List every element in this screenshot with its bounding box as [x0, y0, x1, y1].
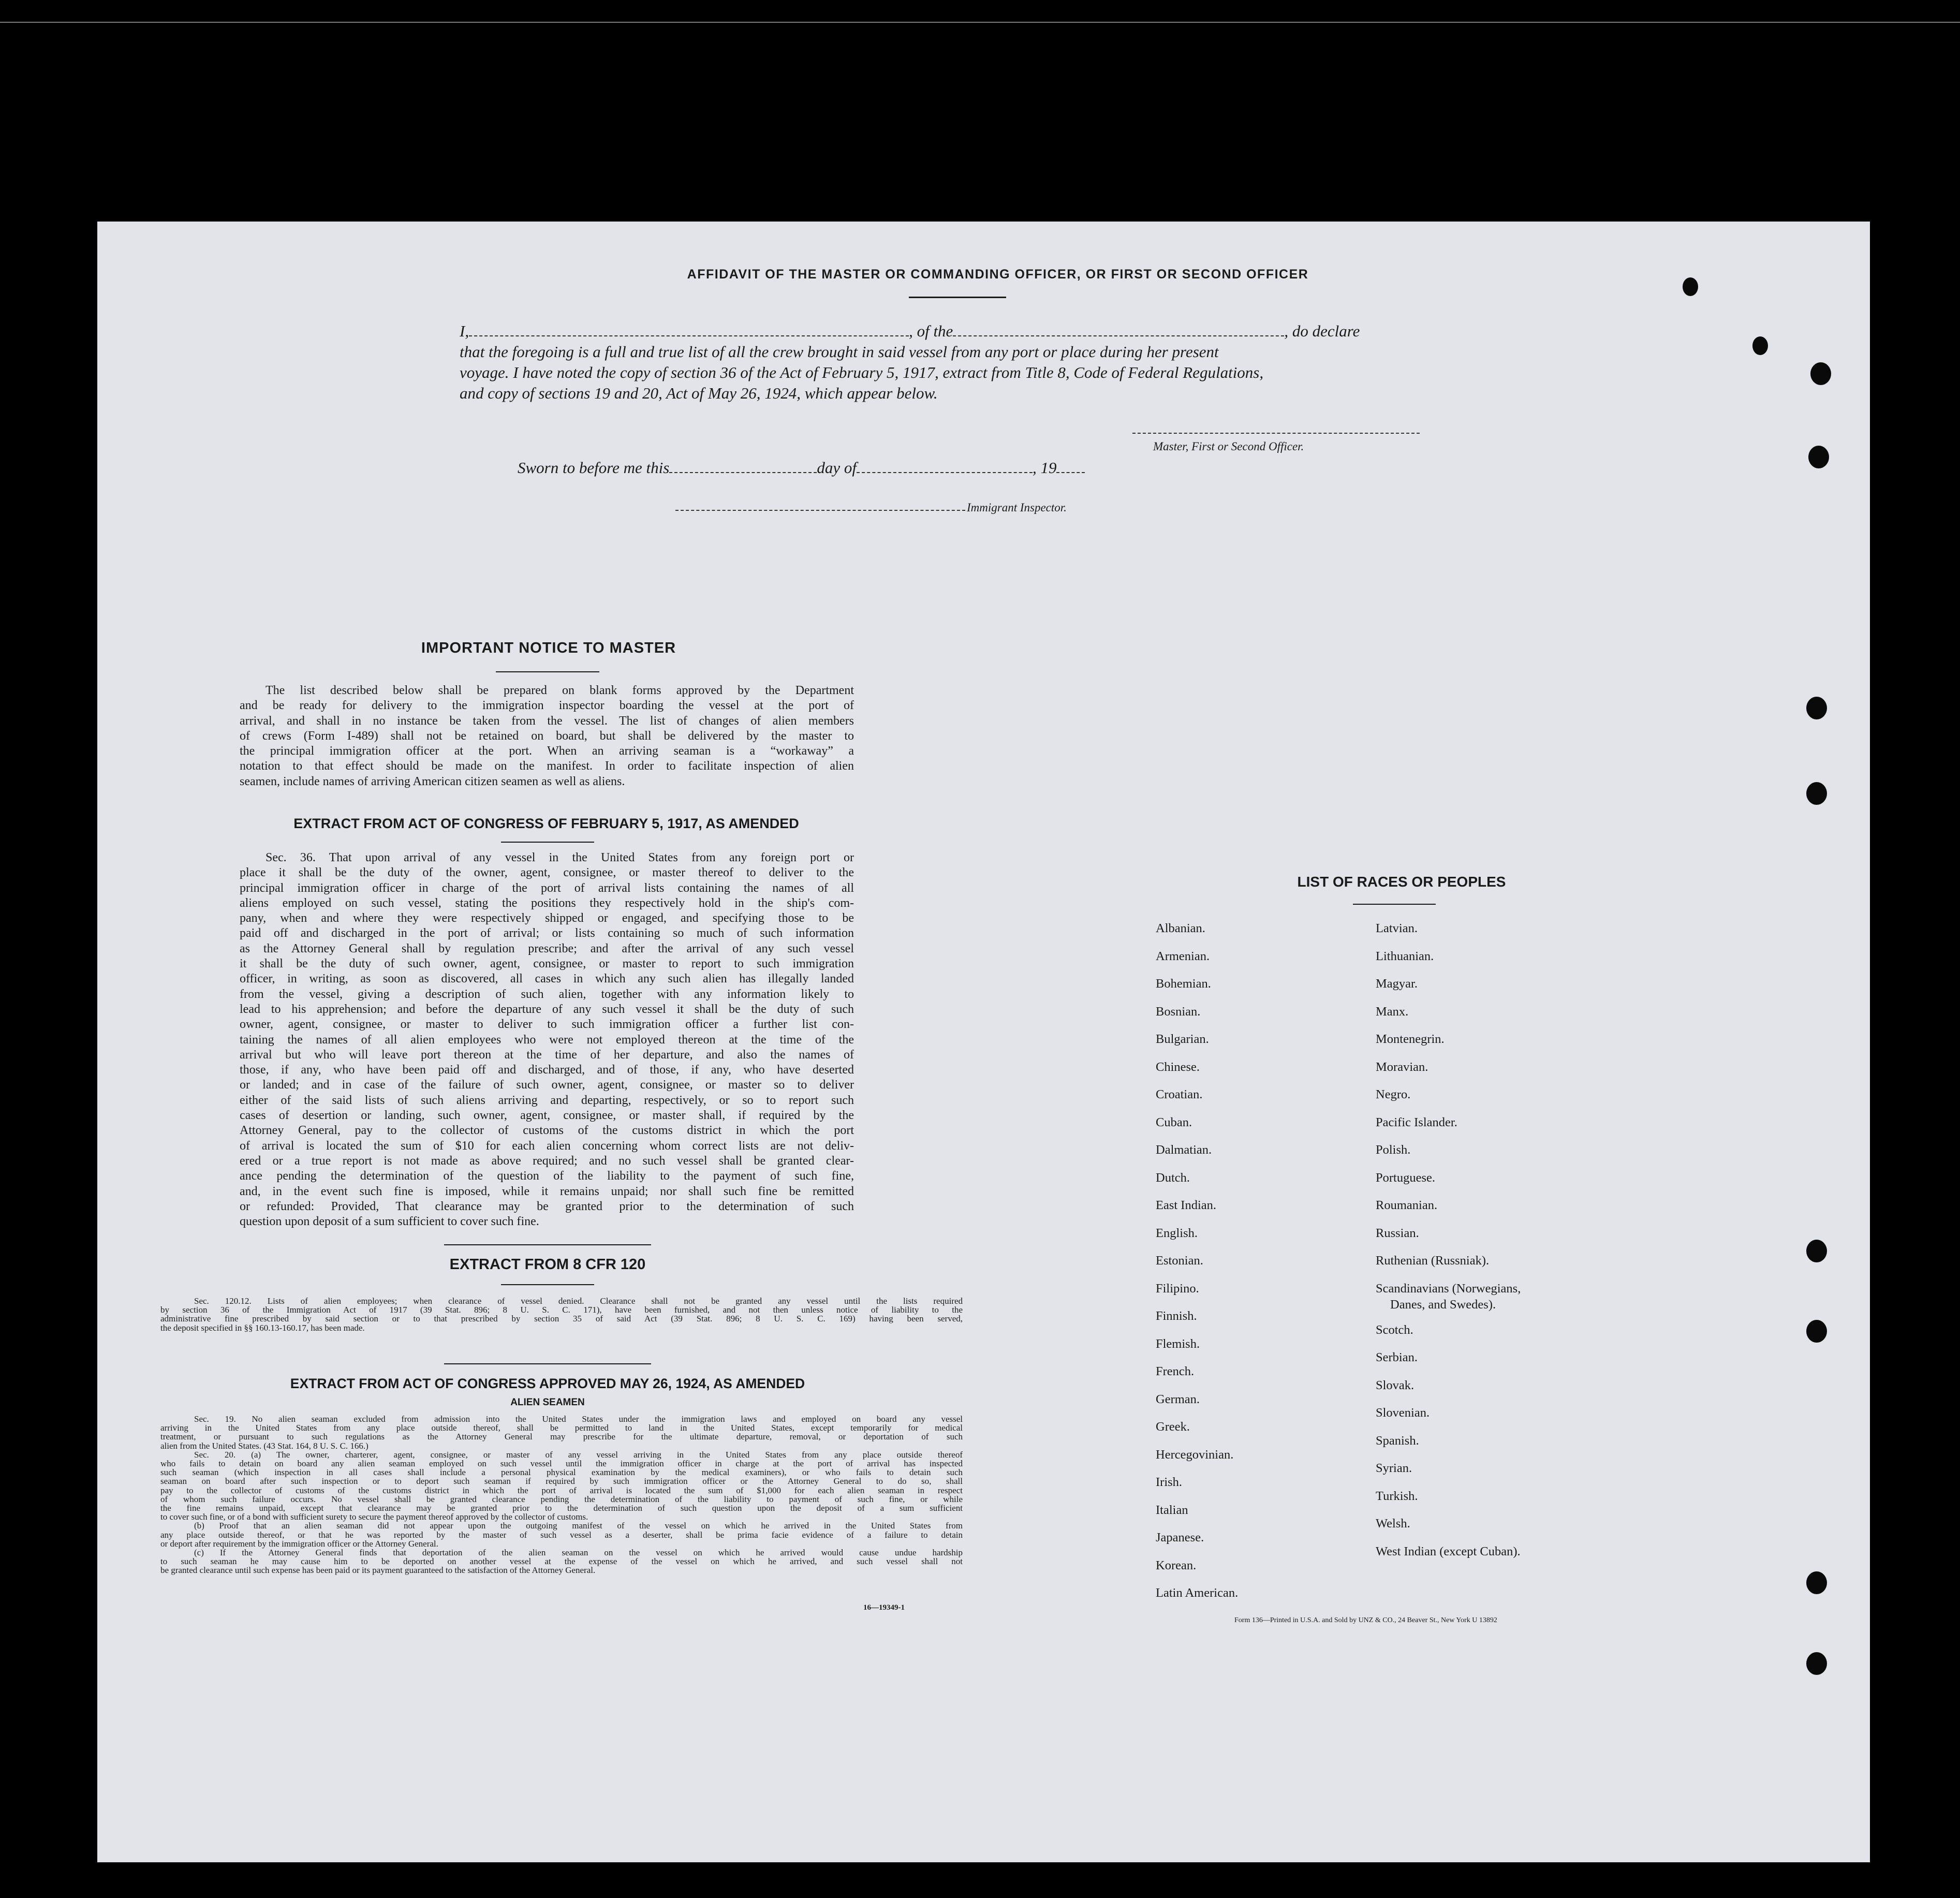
extract-1917-line: or refunded: Provided, That clearance may be granted prior to the determination of such [240, 1199, 854, 1213]
notice-line: and be ready for delivery to the immigration inspector boarding the vessel at the port of [240, 699, 854, 713]
extract-1924-line: seaman on board after such inspection or to deport such seaman if required by such immigration officer or the Attorney General to do so, shall [160, 1476, 963, 1487]
race-item: Roumanian. [1376, 1198, 1438, 1212]
extract-1917-line: principal immigration officer in charge of the port of arrival lists containing the names of all [240, 881, 854, 895]
race-item: Bosnian. [1156, 1004, 1201, 1019]
race-item: Moravian. [1376, 1060, 1428, 1074]
punch-hole [1808, 446, 1829, 468]
punch-hole [1806, 1320, 1827, 1343]
race-item: French. [1156, 1364, 1195, 1378]
notice-line: notation to that effect should be made on the manifest. In order to facilitate inspection of alien [240, 759, 854, 773]
notice-rule [496, 671, 599, 672]
extract-1917-line: those, if any, who have been paid off and discharged, and of those, if any, who have deserted [240, 1063, 854, 1077]
declaration-line-3: voyage. I have noted the copy of section 36 of the Act of February 5, 1917, extract from Title 8, Code of Federal Regulations, [460, 363, 1264, 381]
sworn-line [518, 459, 1085, 477]
extract-1917-line: or landed; and in case of the failure of such owner, agent, consignee, or master so to deliver [240, 1078, 854, 1092]
race-item: Manx. [1376, 1004, 1409, 1019]
extract-cfr-line: Sec. 120.12. Lists of alien employees; when clearance of vessel denied. Clearance shall not be granted any vessel until the lists required [194, 1296, 963, 1306]
extract-1924-line: Sec. 20. (a) The owner, charterer, agent, consignee, or master of any vessel arriving in the United States from any place outside thereof [194, 1449, 963, 1460]
extract-1917-line: and, in the event such fine is imposed, while it remains unpaid; nor shall such fine be remitted [240, 1184, 854, 1198]
declaration-of-the: , of the [909, 322, 953, 340]
race-item: Croatian. [1156, 1087, 1203, 1101]
extract-1917-line: lead to his apprehension; and before the departure of any such vessel it shall be the duty of such [240, 1002, 854, 1016]
races-title: LIST OF RACES OR PEOPLES [1297, 874, 1506, 890]
declaration-line-2: that the foregoing is a full and true list of all the crew brought in said vessel from any port or place during her present [460, 343, 1219, 361]
extract-1924-line: of whom such failure occurs. No vessel shall be granted clearance pending the determination of the liability to payment of such fine, or while [160, 1494, 963, 1504]
notice-line: arrival, and shall in no instance be taken from the vessel. The list of changes of alien members [240, 714, 854, 728]
affidavit-title: AFFIDAVIT OF THE MASTER OR COMMANDING OFFICER, OR FIRST OR SECOND OFFICER [687, 267, 1309, 282]
punch-hole [1806, 697, 1827, 719]
extract-1924-line: the fine remains unpaid, except that clearance may be granted prior to the determination of such question upon the deposit of a sum sufficient [160, 1503, 963, 1513]
race-item: Finnish. [1156, 1309, 1197, 1323]
race-item: Polish. [1376, 1143, 1411, 1157]
scan-edge-line [0, 22, 1960, 23]
races-column-2 [1376, 915, 1521, 1565]
extract-1917-line: ered or a true report is not made as above required; and no such vessel shall be granted clear- [240, 1154, 854, 1168]
extract-1917-line: taining the names of all alien employees who were not employed thereon at the time of the [240, 1033, 854, 1047]
extract-1917-line: from the vessel, giving a description of such alien, together with any information likely to [240, 987, 854, 1001]
race-item: Russian. [1376, 1226, 1419, 1240]
extract-1917-line: owner, agent, consignee, or master to deliver to such immigration officer a further list con- [240, 1018, 854, 1032]
race-item: Flemish. [1156, 1336, 1200, 1351]
race-item: Dalmatian. [1156, 1143, 1212, 1157]
extract-1917-line: Sec. 36. That upon arrival of any vessel in the United States from any foreign port or [266, 851, 854, 864]
race-item: Cuban. [1156, 1115, 1192, 1129]
extract-1924-title: EXTRACT FROM ACT OF CONGRESS APPROVED MAY 26, 1924, AS AMENDED [290, 1376, 805, 1391]
extract-1924-line: Sec. 19. No alien seaman excluded from admission into the United States under the immigration laws and employed on board any vessel [194, 1414, 963, 1424]
race-item: Spanish. [1376, 1433, 1419, 1448]
race-item: Danes, and Swedes). [1390, 1297, 1496, 1312]
race-item: Montenegrin. [1376, 1032, 1445, 1046]
sworn-month-blank[interactable] [857, 472, 1033, 473]
notice-line: seamen, include names of arriving American citizen seamen as well as aliens. [240, 774, 625, 788]
extract-1917-text [240, 850, 854, 1229]
races-column-1 [1156, 915, 1238, 1607]
declaration-line-1 [460, 321, 1546, 342]
extract-cfr-line: administrative fine prescribed by said section or to that prescribed by section 35 of said Act (39 Stat. 896; 8 U. S. C. 169) having been served, [160, 1314, 963, 1324]
extract-1917-line: place it shall be the duty of the owner, agent, consignee, or master thereof to deliver to the [240, 866, 854, 880]
race-item: Pacific Islander. [1376, 1115, 1457, 1129]
race-item: Irish. [1156, 1475, 1183, 1489]
punch-hole [1806, 1571, 1827, 1594]
extract-1924-line: arriving in the United States from any place outside thereof, shall be permitted to land in the United States, except temporarily for medical [160, 1423, 963, 1433]
extract-1924-line: to cover such fine, or of a bond with sufficient surety to secure the payment thereof approved by the collector of customs. [160, 1512, 588, 1522]
race-item: Hercegovinian. [1156, 1447, 1234, 1462]
notice-title: IMPORTANT NOTICE TO MASTER [421, 640, 676, 656]
extract-1917-line: it shall be the duty of such owner, agent, consignee, or master to report to such immigration [240, 957, 854, 971]
year-label: , 19 [1032, 459, 1057, 477]
inspector-label: Immigrant Inspector. [967, 501, 1067, 514]
extract-1917-line: pany, when and where they were respectively shipped or engaged, and specifying those to be [240, 911, 854, 925]
race-item: Estonian. [1156, 1254, 1203, 1268]
race-item: Bulgarian. [1156, 1032, 1209, 1046]
punch-hole [1806, 1652, 1827, 1675]
races-column-2a [1376, 915, 1521, 1275]
punch-hole [1810, 362, 1831, 385]
extract-cfr-title [392, 1256, 703, 1273]
declaration-paragraph [460, 321, 1546, 404]
race-item: Turkish. [1376, 1489, 1418, 1503]
cfr-top-rule [444, 1244, 651, 1245]
punch-hole [1806, 1240, 1827, 1262]
races-column-2b [1376, 1316, 1521, 1566]
extract-1924-line: pay to the collector of customs of the customs district in which the port of arrival is located the sum of $1,000 for each alien seaman in respect [160, 1485, 963, 1495]
race-item: Bohemian. [1156, 977, 1211, 991]
extract-1924-text [160, 1415, 963, 1575]
extract-cfr-title-text: EXTRACT FROM 8 CFR 120 [449, 1256, 646, 1273]
extract-1924-line: to such seaman he may cause him to be deported on another vessel at the expense of the vessel on which he arrived, and such vessel shall not [160, 1556, 963, 1567]
sworn-day-blank[interactable] [669, 472, 817, 473]
race-item: East Indian. [1156, 1198, 1217, 1212]
punch-hole [1752, 336, 1768, 355]
notice-line: of crews (Form I-489) shall not be retained on board, but shall be delivered by the master to [240, 729, 854, 743]
race-item: Serbian. [1376, 1350, 1418, 1364]
extract-1924-line: (c) If the Attorney General finds that deportation of the alien seaman on the vessel on which he arrived would cause undue hardship [194, 1548, 963, 1558]
race-item: Filipino. [1156, 1281, 1199, 1296]
document-code: 16—19349-1 [863, 1603, 905, 1612]
race-item: German. [1156, 1392, 1200, 1406]
extract-cfr-line: the deposit specified in §§ 160.13-160.17, has been made. [160, 1322, 365, 1333]
race-item: Negro. [1376, 1087, 1411, 1101]
extract-1917-line: Attorney General, pay to the collector of customs of the customs district in which the port [240, 1124, 854, 1138]
race-item: Italian [1156, 1503, 1188, 1517]
race-item: Welsh. [1376, 1517, 1410, 1531]
master-name-blank[interactable] [469, 335, 909, 336]
notice-line: the principal immigration officer at the port. When an arriving seaman is a “workaway” a [240, 744, 854, 758]
extract-1924-line: who fails to detain on board any alien seaman employed on such vessel until the immigration officer in charge at the port of arrival has inspected [160, 1459, 963, 1469]
extract-1924-line: alien from the United States. (43 Stat. 164, 8 U. S. C. 166.) [160, 1440, 369, 1451]
form-footer: Form 136—Printed in U.S.A. and Sold by UNZ & CO., 24 Beaver St., New York U 13892 [1234, 1616, 1497, 1624]
race-item: Albanian. [1156, 921, 1205, 935]
master-signature-label: Master, First or Second Officer. [1153, 440, 1304, 453]
extract-1917-line: paid off and discharged in the port of arrival; or lists containing so much of such information [240, 926, 854, 940]
title-rule [909, 297, 1006, 298]
race-item: Dutch. [1156, 1170, 1190, 1185]
extract-1917-line: aliens employed on such vessel, stating the positions they respectively hold in the ship's com- [240, 896, 854, 910]
vessel-name-blank[interactable] [953, 335, 1284, 336]
extract-1924-line: treatment, or pursuant to such regulations as the Attorney General may prescribe for the ultimate departure, removal, or deportation of such [160, 1432, 963, 1442]
race-item: Greek. [1156, 1420, 1190, 1434]
extract-1917-line: as the Attorney General shall by regulation prescribe; and after the arrival of any such vessel [240, 941, 854, 955]
notice-line: The list described below shall be prepared on blank forms approved by the Department [266, 684, 854, 697]
race-item: Magyar. [1376, 977, 1418, 991]
extract-1924-line: (b) Proof that an alien seaman did not appear upon the outgoing manifest of the vessel on which he arrived in the United States from [194, 1521, 963, 1531]
declaration-do-declare: , do declare [1284, 322, 1360, 340]
race-item: Japanese. [1156, 1531, 1204, 1544]
race-item: Scotch. [1376, 1322, 1413, 1337]
race-item: Korean. [1156, 1558, 1197, 1572]
declaration-line-4: and copy of sections 19 and 20, Act of May 26, 1924, which appear below. [460, 384, 938, 402]
form-sheet [97, 222, 1870, 1862]
extract-1917-line: officer, in writing, as soon as discovered, all cases in which any such alien has illegally landed [240, 972, 854, 986]
extract-1924-line: or deport after requirement by the immigration officer or the Attorney General. [160, 1538, 438, 1549]
race-item: Slovak. [1376, 1378, 1414, 1392]
punch-hole [1806, 782, 1827, 805]
race-item: Ruthenian (Russniak). [1376, 1254, 1490, 1268]
extract-cfr-text [160, 1297, 963, 1332]
cfr-rule [501, 1284, 594, 1285]
extract-1917-line: ance pending the determination of the question of the liability to the payment of such fine, [240, 1169, 854, 1183]
sworn-label: Sworn to before me this [518, 459, 670, 477]
race-item: Latvian. [1376, 921, 1418, 935]
extract-1924-line: be granted clearance until such expense has been paid or its payment guaranteed to the satisfaction of the Attorney General. [160, 1565, 596, 1576]
race-item: Latin American. [1156, 1586, 1239, 1600]
declaration-i: I, [460, 322, 469, 340]
race-item: West Indian (except Cuban). [1376, 1544, 1521, 1558]
race-item: Armenian. [1156, 949, 1210, 963]
notice-text [240, 683, 854, 789]
day-of-label: day of [817, 459, 857, 477]
extract-1924-line: any place outside thereof, or that he was reported by the master of such vessel as a deserter, shall be prima facie evidence of a failure to detain [160, 1529, 963, 1540]
race-item: Portuguese. [1376, 1170, 1435, 1185]
race-item: Syrian. [1376, 1461, 1412, 1475]
extract-1917-line: question upon deposit of a sum sufficient to cover such fine. [240, 1215, 539, 1229]
extract-1917-rule [501, 842, 594, 843]
extract-1924-top-rule [444, 1363, 651, 1364]
extract-1917-line: cases of desertion or landing, such owner, agent, consignee, or master shall, if required by the [240, 1109, 854, 1123]
master-signature-line[interactable] [1132, 433, 1420, 434]
punch-hole [1683, 277, 1698, 296]
extract-1917-line: of arrival is located the sum of $10 for each alien concerning whom correct lists are not deliv- [240, 1139, 854, 1153]
race-item: Chinese. [1156, 1060, 1200, 1074]
extract-1917-title: EXTRACT FROM ACT OF CONGRESS OF FEBRUARY 5, 1917, AS AMENDED [293, 816, 799, 831]
race-item: Slovenian. [1376, 1406, 1430, 1420]
extract-1924-line: such seaman (which inspection in all cases shall include a personal physical examination by the medical examiners), or who fails to detain such [160, 1467, 963, 1478]
sworn-year-blank[interactable] [1056, 472, 1085, 473]
inspector-signature-line[interactable] [675, 510, 965, 511]
races-rule [1353, 904, 1436, 905]
extract-1917-line: arrival but who will leave port thereon at the time of her departure, and also the names of [240, 1048, 854, 1062]
extract-1917-line: either of the said lists of such aliens arriving and departing, respectively, or so to report such [240, 1093, 854, 1107]
extract-cfr-line: by section 36 of the Immigration Act of 1917 (39 Stat. 896; 8 U. S. C. 171), have been furnished, and not then unless notice of liability to the [160, 1305, 963, 1315]
race-item: Lithuanian. [1376, 949, 1434, 963]
race-item: Scandinavians (Norwegians, [1376, 1281, 1521, 1296]
race-item: English. [1156, 1226, 1198, 1240]
extract-1924-subtitle: ALIEN SEAMEN [510, 1397, 585, 1408]
